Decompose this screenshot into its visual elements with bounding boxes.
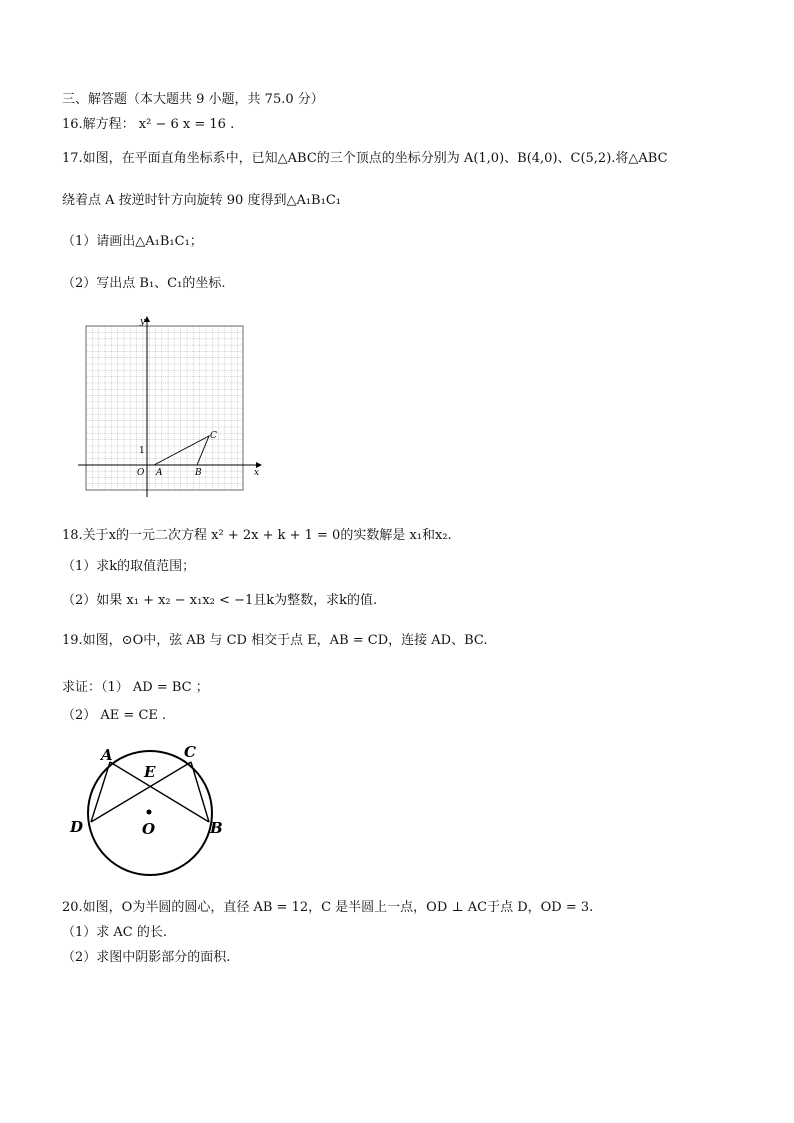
question-17-line-1: 17.如图，在平面直角坐标系中，已知△ABC的三个顶点的坐标分别为 A(1,0)、B(4,0)、C(5,2).将△ABC	[62, 151, 668, 166]
center-point	[147, 810, 152, 815]
question-18-part-1: （1）求k的取值范围；	[62, 559, 196, 574]
coordinate-grid-figure	[70, 312, 270, 497]
origin-label: O	[137, 468, 145, 478]
question-17-part-2: （2）写出点 B₁、C₁的坐标.	[62, 276, 226, 291]
question-19-part-2: （2） AE = CE .	[62, 708, 167, 723]
label-d: D	[70, 818, 84, 836]
question-20-part-1: （1）求 AC 的长.	[62, 925, 168, 940]
point-a-label: A	[156, 468, 163, 478]
label-a: A	[101, 746, 113, 764]
question-17-line-2: 绕着点 A 按逆时针方向旋转 90 度得到△A₁B₁C₁	[62, 193, 341, 208]
y-axis-label: y	[140, 317, 146, 327]
label-o: O	[142, 820, 156, 838]
point-b-label: B	[195, 468, 202, 478]
question-19-line-1: 19.如图，⊙O中，弦 AB 与 CD 相交于点 E，AB = CD，连接 AD、BC.	[62, 633, 488, 648]
x-axis-label: x	[254, 468, 260, 478]
question-19-part-1: 求证：（1） AD = BC ；	[62, 680, 209, 695]
label-e: E	[144, 763, 156, 781]
question-18-part-2: （2）如果 x₁ + x₂ − x₁x₂ < −1且k为整数，求k的值.	[62, 593, 378, 608]
chord-cd	[91, 762, 191, 822]
section-header: 三、解答题（本大题共 9 小题，共 75.0 分）	[62, 92, 324, 107]
question-18-line-1: 18.关于x的一元二次方程 x² + 2x + k + 1 = 0的实数解是 x₁和x₂.	[62, 528, 452, 543]
question-17-part-1: （1）请画出△A₁B₁C₁；	[62, 234, 203, 249]
circle-chord-figure	[60, 735, 240, 885]
unit-label: 1	[139, 446, 145, 456]
label-c: C	[184, 743, 196, 761]
point-c-label: C	[210, 431, 217, 441]
question-16: 16.解方程： x² − 6 x = 16 .	[62, 117, 235, 132]
label-b: B	[210, 819, 223, 837]
question-20-line-1: 20.如图，O为半圆的圆心，直径 AB = 12，C 是半圆上一点，OD ⊥ AC于点 D，OD = 3.	[62, 900, 594, 915]
question-20-part-2: （2）求图中阴影部分的面积.	[62, 950, 231, 965]
